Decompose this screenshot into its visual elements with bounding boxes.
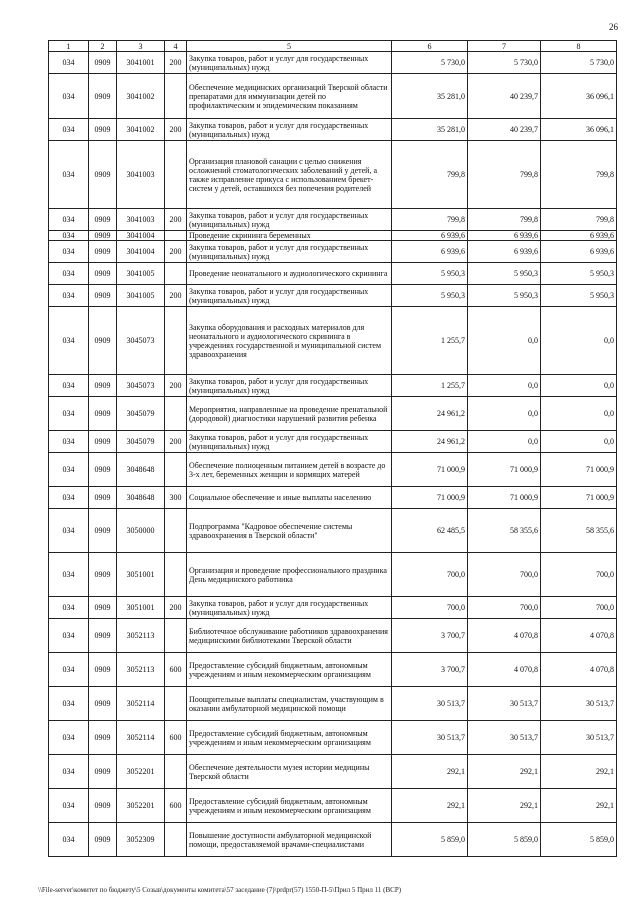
table-row bbox=[49, 375, 617, 397]
cell-description: Обеспечение полноценным питанием детей в возрасте до 3-х лет, беременных женщин и кормящих матерей bbox=[187, 453, 392, 487]
cell-section: 0909 bbox=[89, 285, 117, 307]
cell-description: Библиотечное обслуживание работников здравоохранения медицинскими библиотеками Тверской области bbox=[187, 619, 392, 653]
cell-target-article: 3052113 bbox=[117, 653, 165, 687]
cell-amount-3: 58 355,6 bbox=[541, 509, 617, 553]
header-cell-8: 8 bbox=[541, 41, 617, 52]
file-path-footer: \\File-server\комитет по бюджету\5 Созыв\документы комитета\57 заседание (7)\prdpr(57) 1550-П-5\Прил 5 Прил 11 (ВСР) bbox=[38, 886, 402, 894]
cell-amount-3: 0,0 bbox=[541, 431, 617, 453]
cell-admin-code: 034 bbox=[49, 619, 89, 653]
cell-admin-code: 034 bbox=[49, 509, 89, 553]
header-cell-7: 7 bbox=[468, 41, 541, 52]
cell-amount-1: 30 513,7 bbox=[392, 687, 468, 721]
cell-admin-code: 034 bbox=[49, 789, 89, 823]
header-cell-2: 2 bbox=[89, 41, 117, 52]
cell-amount-1: 6 939,6 bbox=[392, 231, 468, 241]
cell-amount-1: 3 700,7 bbox=[392, 653, 468, 687]
cell-expense-type: 200 bbox=[165, 209, 187, 231]
cell-expense-type: 200 bbox=[165, 52, 187, 74]
cell-amount-2: 799,8 bbox=[468, 141, 541, 209]
cell-section: 0909 bbox=[89, 397, 117, 431]
budget-table bbox=[48, 40, 617, 857]
cell-amount-3: 292,1 bbox=[541, 755, 617, 789]
cell-target-article: 3052309 bbox=[117, 823, 165, 857]
cell-amount-3: 700,0 bbox=[541, 597, 617, 619]
cell-target-article: 3041005 bbox=[117, 263, 165, 285]
table-row bbox=[49, 487, 617, 509]
cell-expense-type bbox=[165, 755, 187, 789]
cell-description: Мероприятия, направленные на проведение пренатальной (дородовой) диагностики нарушений развития ребенка bbox=[187, 397, 392, 431]
cell-amount-2: 5 859,0 bbox=[468, 823, 541, 857]
cell-target-article: 3052201 bbox=[117, 789, 165, 823]
table-row bbox=[49, 231, 617, 241]
cell-amount-1: 71 000,9 bbox=[392, 453, 468, 487]
cell-target-article: 3051001 bbox=[117, 553, 165, 597]
cell-expense-type bbox=[165, 823, 187, 857]
page-number: 26 bbox=[609, 22, 618, 32]
cell-amount-1: 700,0 bbox=[392, 553, 468, 597]
cell-description: Закупка товаров, работ и услуг для государственных (муниципальных) нужд bbox=[187, 52, 392, 74]
table-row bbox=[49, 755, 617, 789]
cell-description: Обеспечение медицинских организаций Тверской области препаратами для иммунизации детей по профилактическим и эпидемическим показаниям bbox=[187, 74, 392, 119]
cell-expense-type: 200 bbox=[165, 285, 187, 307]
cell-section: 0909 bbox=[89, 209, 117, 231]
cell-expense-type bbox=[165, 687, 187, 721]
cell-amount-1: 62 485,5 bbox=[392, 509, 468, 553]
cell-amount-3: 4 070,8 bbox=[541, 619, 617, 653]
cell-admin-code: 034 bbox=[49, 597, 89, 619]
table-row bbox=[49, 307, 617, 375]
cell-amount-2: 5 730,0 bbox=[468, 52, 541, 74]
cell-amount-1: 5 859,0 bbox=[392, 823, 468, 857]
cell-amount-1: 24 961,2 bbox=[392, 431, 468, 453]
table-row bbox=[49, 397, 617, 431]
cell-expense-type: 600 bbox=[165, 721, 187, 755]
cell-target-article: 3041005 bbox=[117, 285, 165, 307]
cell-description: Организация плановой санации с целью снижения осложнений стоматологических заболеваний у детей, а также исправление прикуса с использованием брекет-систем у детей, оставшихся без попечения родителей bbox=[187, 141, 392, 209]
cell-amount-2: 6 939,6 bbox=[468, 231, 541, 241]
cell-description: Предоставление субсидий бюджетным, автономным учреждениям и иным некоммерческим организациям bbox=[187, 789, 392, 823]
cell-admin-code: 034 bbox=[49, 375, 89, 397]
cell-amount-1: 799,8 bbox=[392, 209, 468, 231]
cell-expense-type bbox=[165, 553, 187, 597]
cell-expense-type: 300 bbox=[165, 487, 187, 509]
table-row bbox=[49, 119, 617, 141]
table-row bbox=[49, 209, 617, 231]
cell-section: 0909 bbox=[89, 823, 117, 857]
cell-expense-type bbox=[165, 397, 187, 431]
cell-amount-1: 24 961,2 bbox=[392, 397, 468, 431]
cell-admin-code: 034 bbox=[49, 687, 89, 721]
cell-target-article: 3041002 bbox=[117, 74, 165, 119]
table-row bbox=[49, 141, 617, 209]
cell-amount-3: 0,0 bbox=[541, 375, 617, 397]
cell-amount-1: 35 281,0 bbox=[392, 74, 468, 119]
cell-admin-code: 034 bbox=[49, 263, 89, 285]
cell-amount-1: 1 255,7 bbox=[392, 375, 468, 397]
cell-amount-2: 0,0 bbox=[468, 375, 541, 397]
cell-amount-3: 4 070,8 bbox=[541, 653, 617, 687]
cell-admin-code: 034 bbox=[49, 653, 89, 687]
cell-amount-3: 36 096,1 bbox=[541, 119, 617, 141]
table-row bbox=[49, 509, 617, 553]
table-header-row bbox=[49, 41, 617, 52]
cell-section: 0909 bbox=[89, 375, 117, 397]
cell-expense-type: 200 bbox=[165, 597, 187, 619]
cell-expense-type bbox=[165, 307, 187, 375]
cell-description: Закупка товаров, работ и услуг для государственных (муниципальных) нужд bbox=[187, 431, 392, 453]
cell-admin-code: 034 bbox=[49, 231, 89, 241]
cell-amount-3: 36 096,1 bbox=[541, 74, 617, 119]
cell-amount-2: 30 513,7 bbox=[468, 687, 541, 721]
cell-amount-2: 4 070,8 bbox=[468, 653, 541, 687]
cell-amount-2: 71 000,9 bbox=[468, 487, 541, 509]
cell-amount-2: 799,8 bbox=[468, 209, 541, 231]
cell-section: 0909 bbox=[89, 487, 117, 509]
cell-description: Закупка оборудования и расходных материалов для неонатального и аудиологического скрининга в учреждениях государственной и муниципальной систем здравоохранения bbox=[187, 307, 392, 375]
cell-amount-2: 71 000,9 bbox=[468, 453, 541, 487]
cell-admin-code: 034 bbox=[49, 307, 89, 375]
table-row bbox=[49, 721, 617, 755]
cell-amount-3: 0,0 bbox=[541, 397, 617, 431]
cell-target-article: 3041003 bbox=[117, 141, 165, 209]
cell-amount-1: 71 000,9 bbox=[392, 487, 468, 509]
cell-target-article: 3050000 bbox=[117, 509, 165, 553]
cell-amount-2: 0,0 bbox=[468, 307, 541, 375]
cell-admin-code: 034 bbox=[49, 74, 89, 119]
cell-description: Повышение доступности амбулаторной медицинской помощи, предоставляемой врачами-специалистами bbox=[187, 823, 392, 857]
cell-target-article: 3048648 bbox=[117, 487, 165, 509]
cell-amount-3: 71 000,9 bbox=[541, 453, 617, 487]
table-row bbox=[49, 597, 617, 619]
cell-expense-type: 200 bbox=[165, 431, 187, 453]
cell-amount-3: 5 730,0 bbox=[541, 52, 617, 74]
cell-description: Подпрограмма "Кадровое обеспечение системы здравоохранения в Тверской области" bbox=[187, 509, 392, 553]
cell-amount-3: 799,8 bbox=[541, 209, 617, 231]
table-row bbox=[49, 74, 617, 119]
cell-admin-code: 034 bbox=[49, 755, 89, 789]
cell-section: 0909 bbox=[89, 755, 117, 789]
cell-description: Предоставление субсидий бюджетным, автономным учреждениям и иным некоммерческим организациям bbox=[187, 653, 392, 687]
cell-admin-code: 034 bbox=[49, 487, 89, 509]
cell-amount-2: 30 513,7 bbox=[468, 721, 541, 755]
cell-section: 0909 bbox=[89, 431, 117, 453]
cell-amount-1: 6 939,6 bbox=[392, 241, 468, 263]
cell-amount-1: 5 950,3 bbox=[392, 285, 468, 307]
cell-admin-code: 034 bbox=[49, 553, 89, 597]
cell-expense-type bbox=[165, 141, 187, 209]
cell-amount-1: 1 255,7 bbox=[392, 307, 468, 375]
cell-section: 0909 bbox=[89, 653, 117, 687]
cell-target-article: 3041002 bbox=[117, 119, 165, 141]
cell-description: Закупка товаров, работ и услуг для государственных (муниципальных) нужд bbox=[187, 119, 392, 141]
cell-description: Закупка товаров, работ и услуг для государственных (муниципальных) нужд bbox=[187, 285, 392, 307]
cell-admin-code: 034 bbox=[49, 431, 89, 453]
cell-amount-3: 700,0 bbox=[541, 553, 617, 597]
cell-target-article: 3045079 bbox=[117, 397, 165, 431]
table-row bbox=[49, 241, 617, 263]
table-row bbox=[49, 553, 617, 597]
cell-amount-2: 292,1 bbox=[468, 789, 541, 823]
cell-amount-1: 30 513,7 bbox=[392, 721, 468, 755]
cell-section: 0909 bbox=[89, 509, 117, 553]
table-row bbox=[49, 263, 617, 285]
cell-section: 0909 bbox=[89, 619, 117, 653]
table-row bbox=[49, 453, 617, 487]
cell-amount-1: 292,1 bbox=[392, 789, 468, 823]
cell-amount-3: 799,8 bbox=[541, 141, 617, 209]
cell-section: 0909 bbox=[89, 52, 117, 74]
cell-expense-type: 600 bbox=[165, 653, 187, 687]
cell-amount-2: 292,1 bbox=[468, 755, 541, 789]
cell-section: 0909 bbox=[89, 231, 117, 241]
header-cell-3: 3 bbox=[117, 41, 165, 52]
table-row bbox=[49, 619, 617, 653]
cell-expense-type bbox=[165, 263, 187, 285]
cell-expense-type bbox=[165, 509, 187, 553]
cell-target-article: 3048648 bbox=[117, 453, 165, 487]
cell-amount-3: 6 939,6 bbox=[541, 231, 617, 241]
cell-amount-2: 58 355,6 bbox=[468, 509, 541, 553]
cell-section: 0909 bbox=[89, 453, 117, 487]
cell-target-article: 3045073 bbox=[117, 307, 165, 375]
cell-amount-3: 292,1 bbox=[541, 789, 617, 823]
cell-admin-code: 034 bbox=[49, 241, 89, 263]
cell-target-article: 3041004 bbox=[117, 231, 165, 241]
cell-admin-code: 034 bbox=[49, 209, 89, 231]
cell-expense-type bbox=[165, 453, 187, 487]
cell-description: Закупка товаров, работ и услуг для государственных (муниципальных) нужд bbox=[187, 209, 392, 231]
cell-description: Проведение неонатального и аудиологического скрининга bbox=[187, 263, 392, 285]
table-body bbox=[49, 52, 617, 857]
cell-section: 0909 bbox=[89, 74, 117, 119]
cell-amount-2: 700,0 bbox=[468, 597, 541, 619]
cell-admin-code: 034 bbox=[49, 119, 89, 141]
table-row bbox=[49, 823, 617, 857]
cell-amount-1: 5 730,0 bbox=[392, 52, 468, 74]
header-cell-5: 5 bbox=[187, 41, 392, 52]
cell-amount-2: 5 950,3 bbox=[468, 285, 541, 307]
cell-admin-code: 034 bbox=[49, 285, 89, 307]
cell-section: 0909 bbox=[89, 241, 117, 263]
cell-admin-code: 034 bbox=[49, 721, 89, 755]
cell-section: 0909 bbox=[89, 789, 117, 823]
cell-section: 0909 bbox=[89, 597, 117, 619]
cell-amount-2: 40 239,7 bbox=[468, 74, 541, 119]
cell-section: 0909 bbox=[89, 687, 117, 721]
cell-description: Организация и проведение профессионального праздника День медицинского работника bbox=[187, 553, 392, 597]
cell-expense-type bbox=[165, 619, 187, 653]
cell-target-article: 3041001 bbox=[117, 52, 165, 74]
cell-description: Поощрительные выплаты специалистам, участвующим в оказании амбулаторной медицинской помощи bbox=[187, 687, 392, 721]
header-cell-4: 4 bbox=[165, 41, 187, 52]
cell-admin-code: 034 bbox=[49, 141, 89, 209]
table-row bbox=[49, 687, 617, 721]
cell-admin-code: 034 bbox=[49, 453, 89, 487]
cell-target-article: 3041003 bbox=[117, 209, 165, 231]
header-cell-1: 1 bbox=[49, 41, 89, 52]
cell-expense-type: 200 bbox=[165, 119, 187, 141]
table-row bbox=[49, 653, 617, 687]
cell-section: 0909 bbox=[89, 263, 117, 285]
cell-description: Социальное обеспечение и иные выплаты населению bbox=[187, 487, 392, 509]
cell-expense-type bbox=[165, 74, 187, 119]
cell-target-article: 3052201 bbox=[117, 755, 165, 789]
cell-section: 0909 bbox=[89, 553, 117, 597]
cell-amount-3: 5 950,3 bbox=[541, 285, 617, 307]
cell-amount-3: 30 513,7 bbox=[541, 721, 617, 755]
cell-amount-3: 30 513,7 bbox=[541, 687, 617, 721]
cell-target-article: 3041004 bbox=[117, 241, 165, 263]
cell-target-article: 3052114 bbox=[117, 687, 165, 721]
cell-expense-type bbox=[165, 231, 187, 241]
cell-section: 0909 bbox=[89, 721, 117, 755]
cell-description: Проведение скрининга беременных bbox=[187, 231, 392, 241]
cell-amount-1: 799,8 bbox=[392, 141, 468, 209]
cell-amount-2: 4 070,8 bbox=[468, 619, 541, 653]
cell-section: 0909 bbox=[89, 141, 117, 209]
cell-amount-1: 35 281,0 bbox=[392, 119, 468, 141]
cell-amount-3: 5 859,0 bbox=[541, 823, 617, 857]
cell-amount-1: 5 950,3 bbox=[392, 263, 468, 285]
table-row bbox=[49, 52, 617, 74]
cell-admin-code: 034 bbox=[49, 52, 89, 74]
cell-amount-3: 0,0 bbox=[541, 307, 617, 375]
cell-target-article: 3051001 bbox=[117, 597, 165, 619]
cell-section: 0909 bbox=[89, 119, 117, 141]
cell-amount-2: 5 950,3 bbox=[468, 263, 541, 285]
cell-amount-2: 0,0 bbox=[468, 431, 541, 453]
cell-description: Закупка товаров, работ и услуг для государственных (муниципальных) нужд bbox=[187, 241, 392, 263]
cell-amount-1: 3 700,7 bbox=[392, 619, 468, 653]
cell-admin-code: 034 bbox=[49, 397, 89, 431]
header-cell-6: 6 bbox=[392, 41, 468, 52]
cell-description: Обеспечение деятельности музея истории медицины Тверской области bbox=[187, 755, 392, 789]
cell-description: Закупка товаров, работ и услуг для государственных (муниципальных) нужд bbox=[187, 597, 392, 619]
cell-amount-2: 40 239,7 bbox=[468, 119, 541, 141]
table-row bbox=[49, 431, 617, 453]
cell-amount-1: 700,0 bbox=[392, 597, 468, 619]
cell-section: 0909 bbox=[89, 307, 117, 375]
cell-amount-3: 71 000,9 bbox=[541, 487, 617, 509]
cell-amount-3: 5 950,3 bbox=[541, 263, 617, 285]
table-row bbox=[49, 285, 617, 307]
cell-expense-type: 200 bbox=[165, 241, 187, 263]
cell-expense-type: 200 bbox=[165, 375, 187, 397]
cell-admin-code: 034 bbox=[49, 823, 89, 857]
cell-target-article: 3052113 bbox=[117, 619, 165, 653]
cell-amount-2: 6 939,6 bbox=[468, 241, 541, 263]
cell-amount-2: 700,0 bbox=[468, 553, 541, 597]
cell-amount-2: 0,0 bbox=[468, 397, 541, 431]
cell-target-article: 3045079 bbox=[117, 431, 165, 453]
cell-target-article: 3052114 bbox=[117, 721, 165, 755]
table-row bbox=[49, 789, 617, 823]
cell-amount-1: 292,1 bbox=[392, 755, 468, 789]
cell-description: Предоставление субсидий бюджетным, автономным учреждениям и иным некоммерческим организациям bbox=[187, 721, 392, 755]
cell-expense-type: 600 bbox=[165, 789, 187, 823]
cell-description: Закупка товаров, работ и услуг для государственных (муниципальных) нужд bbox=[187, 375, 392, 397]
cell-target-article: 3045073 bbox=[117, 375, 165, 397]
cell-amount-3: 6 939,6 bbox=[541, 241, 617, 263]
